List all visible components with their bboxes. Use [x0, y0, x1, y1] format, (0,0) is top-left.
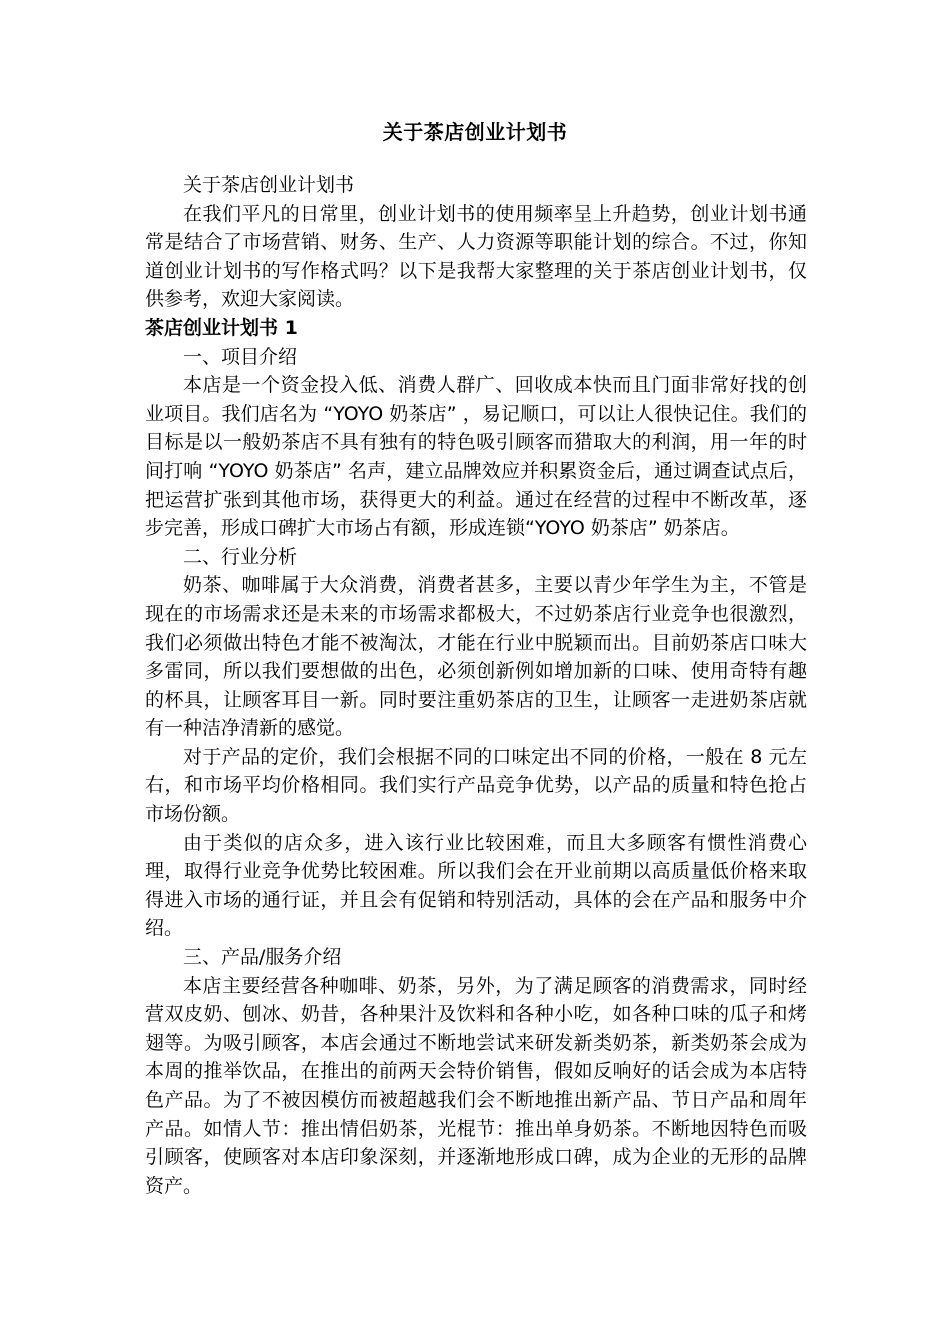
heading-project-intro: 一、项目介绍 [183, 345, 298, 368]
paragraph-products-services: 本店主要经营各种咖啡、奶茶，另外，为了满足顾客的消费需求，同时经营双皮奶、刨冰、奶昔，各种果汁及饮料和各种小吃，如各种口味的瓜子和烤翅等。为吸引顾客，本店会通过不断地尝试来研发新类奶茶，新类奶茶会成为本周的推举饮品，在推出的前两天会特价销售，假如反响好的话会成为本店特色产品。为了不被因模仿而被超越我们会不断地推出新产品、节日产品和周年产品。如情人节：推出情侣奶茶，光棍节：推出单身奶茶。不断地因特色而吸引顾客，使顾客对本店印象深刻，并逐渐地形成口碑，成为企业的无形的品牌资产。 [145, 974, 807, 1197]
document-body [145, 171, 807, 1200]
document-title: 关于茶店创业计划书 [382, 120, 568, 144]
paragraph-subtitle: 关于茶店创业计划书 [183, 174, 355, 196]
paragraph-pricing: 对于产品的定价，我们会根据不同的口味定出不同的价格，一般在 8 元左右，和市场平均价格相同。我们实行产品竞争优势，以产品的质量和特色抢占市场份额。 [145, 745, 807, 826]
heading-products-services: 三、产品/服务介绍 [183, 946, 342, 969]
paragraph-project-intro: 本店是一个资金投入低、消费人群广、回收成本快而且门面非常好找的创业项目。我们店名为 “YOYO 奶茶店” ，易记顺口，可以让人很快记住。我们的目标是以一般奶茶店不具有独有的特色吸引顾客而猎取大的利润，用一年的时间打响 “YOYO 奶茶店” 名声，建立品牌效应并积累资金后，通过调查试点后，把运营扩张到其他市场，获得更大的利益。通过在经营的过程中不断改革，逐步完善，形成口碑扩大市场占有额，形成连锁“YOYO 奶茶店” 奶茶店。 [145, 374, 807, 540]
paragraph-industry-analysis: 奶茶、咖啡属于大众消费，消费者甚多，主要以青少年学生为主，不管是现在的市场需求还是未来的市场需求都极大，不过奶茶店行业竞争也很激烈，我们必须做出特色才能不被淘汰，才能在行业中脱颖而出。目前奶茶店口味大多雷同，所以我们要想做的出色，必须创新例如增加新的口味、使用奇特有趣的杯具，让顾客耳目一新。同时要注重奶茶店的卫生，让顾客一走进奶茶店就有一种洁净清新的感觉。 [145, 574, 807, 740]
heading-industry-analysis: 二、行业分析 [183, 545, 298, 568]
section-heading-plan-1: 茶店创业计划书 1 [145, 316, 298, 339]
paragraph-competition: 由于类似的店众多，进入该行业比较困难，而且大多顾客有惯性消费心理，取得行业竞争优势比较困难。所以我们会在开业前期以高质量低价格来取得进入市场的通行证，并且会有促销和特别活动，具体的会在产品和服务中介绍。 [145, 831, 807, 940]
paragraph-intro: 在我们平凡的日常里，创业计划书的使用频率呈上升趋势，创业计划书通常是结合了市场营销、财务、生产、人力资源等职能计划的综合。不过，你知道创业计划书的写作格式吗？以下是我帮大家整理的关于茶店创业计划书，仅供参考，欢迎大家阅读。 [145, 202, 807, 311]
